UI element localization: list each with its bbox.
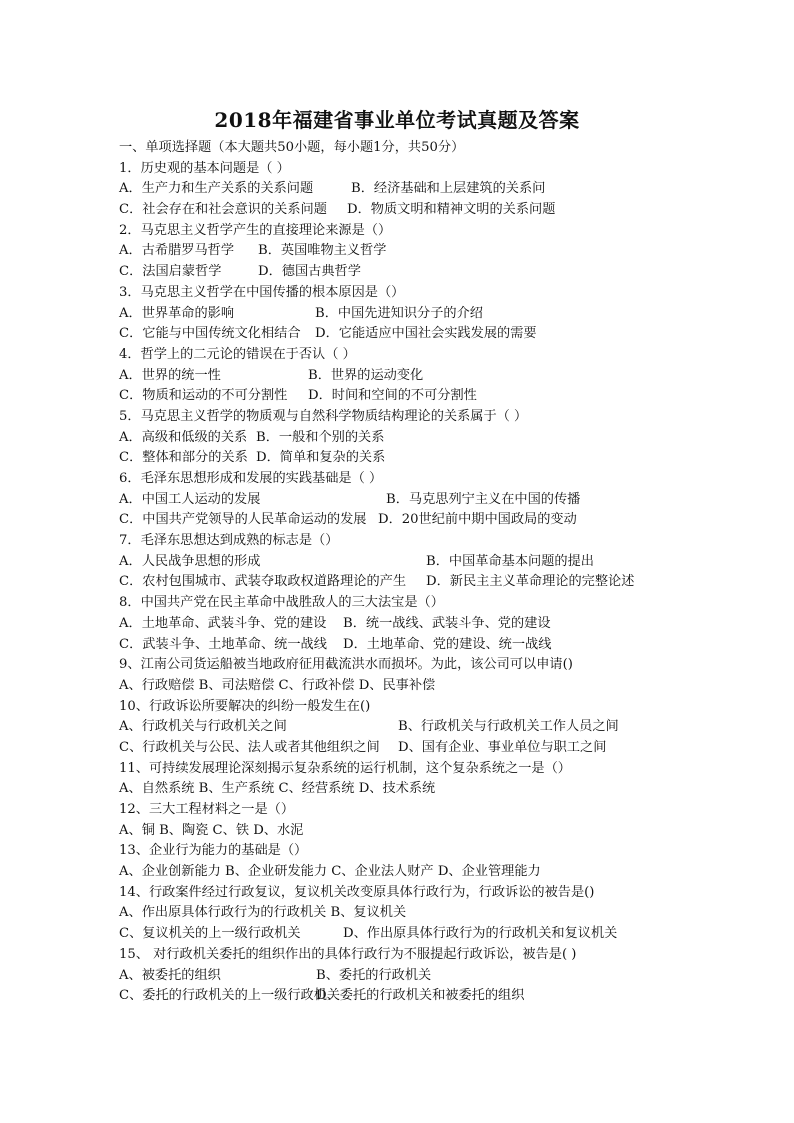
question-text: 2．马克思主义哲学产生的直接理论来源是（） [119, 222, 392, 238]
option-text: D．土地革命、党的建设、统一战线 [343, 636, 552, 652]
option-text: C．武装斗争、土地革命、统一战线 [119, 636, 327, 652]
option-text: A、企业创新能力 B、企业研发能力 C、企业法人财产 D、企业管理能力 [119, 864, 541, 880]
option-text: A、被委托的组织 [119, 967, 221, 983]
option-row [119, 614, 659, 635]
question-text: 3．马克思主义哲学在中国传播的根本原因是（） [119, 284, 405, 300]
option-row [119, 324, 659, 345]
question-text: 9、江南公司货运船被当地政府征用截流洪水而损坏。为此，该公司可以申请() [119, 657, 573, 673]
option-row [119, 304, 659, 325]
option-row [119, 366, 659, 387]
question-text: 8．中国共产党在民主革命中战胜敌人的三大法宝是（） [119, 595, 444, 611]
option-row [119, 262, 659, 283]
option-row [119, 966, 659, 987]
question-text: 12、三大工程材料之一是（） [119, 802, 295, 817]
option-row [119, 635, 659, 656]
option-row [119, 676, 659, 697]
question-text: 15、 对行政机关委托的组织作出的具体行政行为不服提起行政诉讼，被告是( ) [119, 946, 577, 962]
question-text: 5．马克思主义哲学的物质观与自然科学物质结构理论的关系属于（ ） [119, 408, 528, 424]
question-text: 7．毛泽东思想达到成熟的标志是（） [119, 533, 339, 549]
option-text: D、委托的行政机关和被委托的组织 [316, 988, 525, 1004]
option-text: D、作出原具体行政行为的行政机关和复议机关 [343, 926, 618, 942]
section-heading: 一、单项选择题（本大题共50小题，每小题1分，共50分） [119, 140, 465, 155]
option-row [119, 572, 659, 593]
option-text: B．世界的运动变化 [308, 367, 424, 383]
option-text: B、行政机关与行政机关工作人员之间 [398, 719, 619, 735]
option-row [119, 986, 659, 1007]
option-text: A．人民战争思想的形成 [119, 553, 261, 569]
question-list [119, 138, 659, 1007]
option-row [119, 510, 659, 531]
option-text: D．德国古典哲学 [258, 264, 361, 280]
option-text: D、国有企业、事业单位与职工之间 [398, 739, 607, 755]
question-text: 11、可持续发展理论深刻揭示复杂系统的运行机制，这个复杂系统之一是（） [119, 760, 571, 776]
option-text: B．中国先进知识分子的介绍 [315, 305, 483, 321]
option-text: C．社会存在和社会意识的关系问题 [119, 202, 327, 218]
option-text: A．高级和低级的关系 [119, 429, 248, 445]
question-text: 13、企业行为能力的基础是（） [119, 843, 308, 859]
option-text: C、行政机关与公民、法人或者其他组织之间 [119, 739, 380, 755]
option-row [119, 179, 659, 200]
option-text: D．物质文明和精神文明的关系问题 [347, 202, 556, 218]
option-text: B．马克思列宁主义在中国的传播 [386, 491, 581, 507]
option-text: D．新民主主义革命理论的完整论述 [426, 574, 635, 590]
option-text: A、行政机关与行政机关之间 [119, 719, 287, 735]
option-row [119, 717, 659, 738]
question-text: 4．哲学上的二元论的错误在于否认（ ） [119, 346, 356, 362]
option-text: A．古希腊罗马哲学 [119, 243, 235, 259]
option-text: C、委托的行政机关的上一级行政机关 [119, 988, 341, 1004]
option-text: C．整体和部分的关系 [119, 450, 248, 466]
option-text: A．生产力和生产关系的关系问题 [119, 181, 314, 197]
option-text: A．中国工人运动的发展 [119, 491, 261, 507]
option-row [119, 200, 659, 221]
question-text: 6．毛泽东思想形成和发展的实践基础是（ ） [119, 471, 383, 486]
option-row [119, 241, 659, 262]
option-text: C．农村包围城市、武装夺取政权道路理论的产生 [119, 574, 407, 590]
option-text: A、自然系统 B、生产系统 C、经营系统 D、技术系统 [119, 781, 436, 797]
option-text: C．法国启蒙哲学 [119, 264, 222, 280]
question-text: 14、行政案件经过行政复议，复议机关改变原具体行政行为，行政诉讼的被告是() [119, 884, 595, 900]
option-text: A、行政赔偿 B、司法赔偿 C、行政补偿 D、民事补偿 [119, 677, 436, 693]
option-row [119, 552, 659, 573]
page-title: 2018年福建省事业单位考试真题及答案 [214, 108, 580, 132]
option-text: B．统一战线、武装斗争、党的建设 [343, 615, 551, 631]
option-text: A．世界的统一性 [119, 367, 221, 383]
option-text: B．英国唯物主义哲学 [258, 243, 387, 259]
option-row [119, 490, 659, 511]
option-text: B．经济基础和上层建筑的关系问 [351, 181, 546, 197]
option-row [119, 821, 659, 842]
option-row [119, 924, 659, 945]
option-text: A．世界革命的影响 [119, 305, 235, 321]
option-row [119, 738, 659, 759]
option-text: D．它能适应中国社会实践发展的需要 [315, 326, 537, 342]
option-text: C．中国共产党领导的人民革命运动的发展 [119, 512, 367, 528]
option-row [119, 862, 659, 883]
option-text: D．时间和空间的不可分割性 [308, 388, 477, 404]
option-row [119, 448, 659, 469]
option-row [119, 903, 659, 924]
question-text: 10、行政诉讼所要解决的纠纷一般发生在() [119, 698, 371, 714]
option-text: D．20世纪前中期中国政局的变动 [378, 512, 577, 528]
option-text: A、铜 B、陶瓷 C、铁 D、水泥 [119, 822, 304, 838]
option-row [119, 386, 659, 407]
option-text: C、复议机关的上一级行政机关 [119, 926, 301, 942]
option-row [119, 428, 659, 449]
option-row [119, 779, 659, 800]
option-text: B．一般和个别的关系 [256, 429, 385, 445]
option-text: A、作出原具体行政行为的行政机关 B、复议机关 [119, 905, 407, 921]
option-text: B、委托的行政机关 [316, 967, 432, 983]
option-text: C．它能与中国传统文化相结合 [119, 326, 301, 342]
question-text: 1．历史观的基本问题是（ ） [119, 160, 290, 176]
option-text: C．物质和运动的不可分割性 [119, 388, 288, 404]
option-text: A．土地革命、武装斗争、党的建设 [119, 615, 327, 631]
option-text: B．中国革命基本问题的提出 [426, 553, 594, 569]
option-text: D．简单和复杂的关系 [256, 450, 386, 466]
